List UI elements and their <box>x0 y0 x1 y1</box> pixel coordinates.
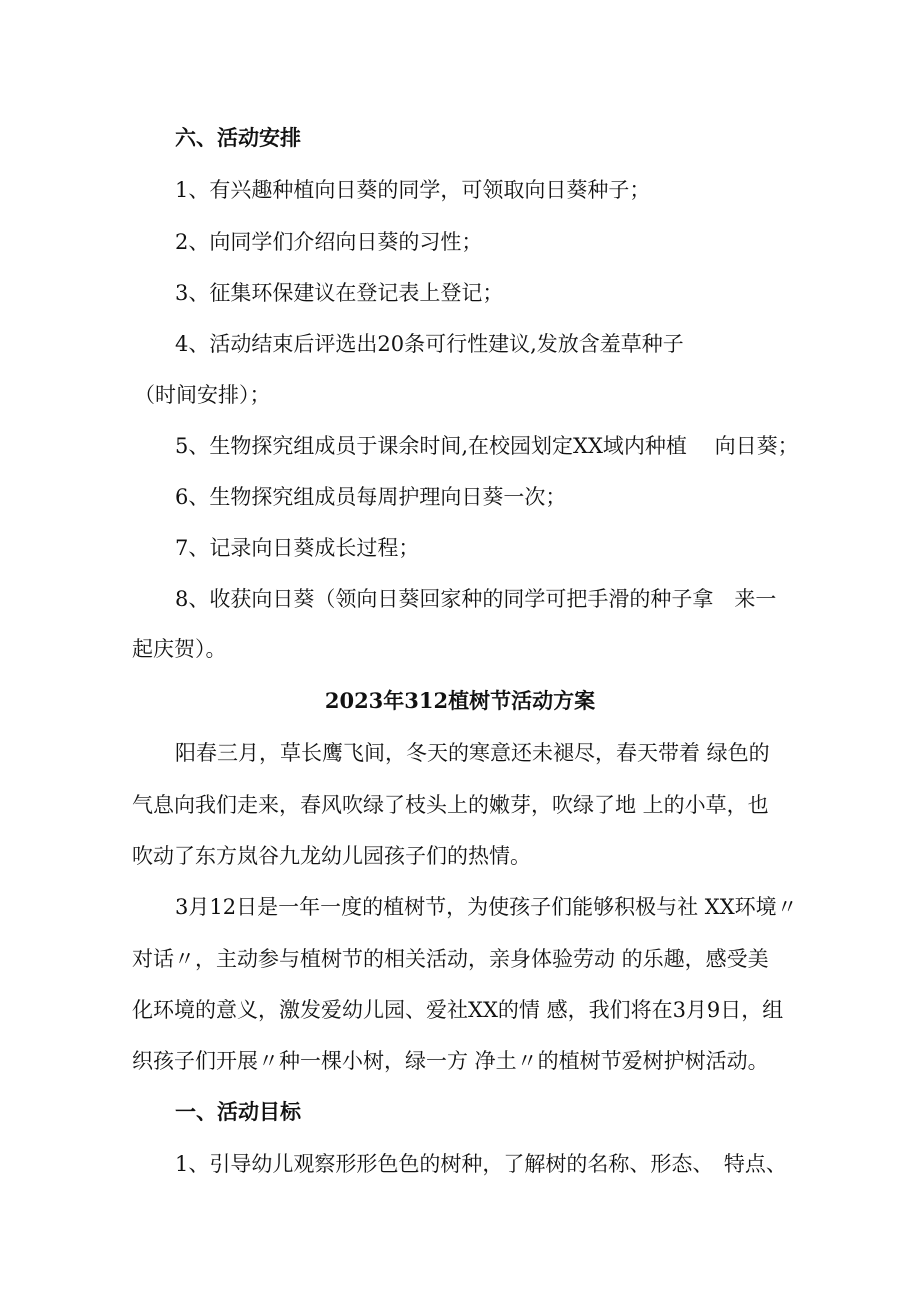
intro-paragraph-line: 阳春三月，草长鹰飞间，冬天的寒意还未褪尽，春天带着 绿色的 <box>175 741 770 765</box>
list-item-1: 1、有兴趣种植向日葵的同学，可领取向日葵种子； <box>175 178 651 202</box>
intro-paragraph-line: 气息向我们走来，春风吹绿了枝头上的嫩芽，吹绿了地 上的小草，也 <box>132 793 769 817</box>
section-heading-activity-arrangement: 六、活动安排 <box>175 125 301 150</box>
list-item-4: 4、活动结束后评选出20条可行性建议,发放含羞草种子 <box>175 332 684 356</box>
plan-title: 2023年312植树节活动方案 <box>324 688 596 713</box>
list-item-8-continuation: 起庆贺）。 <box>132 637 227 661</box>
list-item-8: 8、收获向日葵（领向日葵回家种的同学可把手滑的种子拿 来一 <box>175 587 777 611</box>
list-item-2: 2、向同学们介绍向日葵的习性； <box>175 230 483 254</box>
list-item-6: 6、生物探究组成员每周护理向日葵一次； <box>175 485 567 509</box>
list-item-3: 3、征集环保建议在登记表上登记； <box>175 281 504 305</box>
date-paragraph-line: 3月12日是一年一度的植树节，为使孩子们能够积极与社 XX环境〃 <box>175 895 798 919</box>
date-paragraph-line: 织孩子们开展〃种一棵小树，绿一方 净土〃的植树节爱树护树活动。 <box>132 1049 769 1073</box>
list-item-5: 5、生物探究组成员于课余时间,在校园划定XX域内种植 向日葵； <box>175 434 799 458</box>
section-heading-activity-goals: 一、活动目标 <box>175 1099 301 1124</box>
list-item-7: 7、记录向日葵成长过程； <box>175 536 420 560</box>
date-paragraph-line: 化环境的意义，激发爱幼儿园、爱社XX的情 感，我们将在3月9日，组 <box>132 998 784 1022</box>
list-item-4-continuation: （时间安排）； <box>134 383 271 407</box>
intro-paragraph-line: 吹动了东方岚谷九龙幼儿园孩子们的热情。 <box>132 844 531 868</box>
date-paragraph-line: 对话〃，主动参与植树节的相关活动，亲身体验劳动 的乐趣，感受美 <box>132 947 769 971</box>
goal-item-1: 1、引导幼儿观察形形色色的树种，了解树的名称、形态、 特点、 <box>175 1152 787 1176</box>
